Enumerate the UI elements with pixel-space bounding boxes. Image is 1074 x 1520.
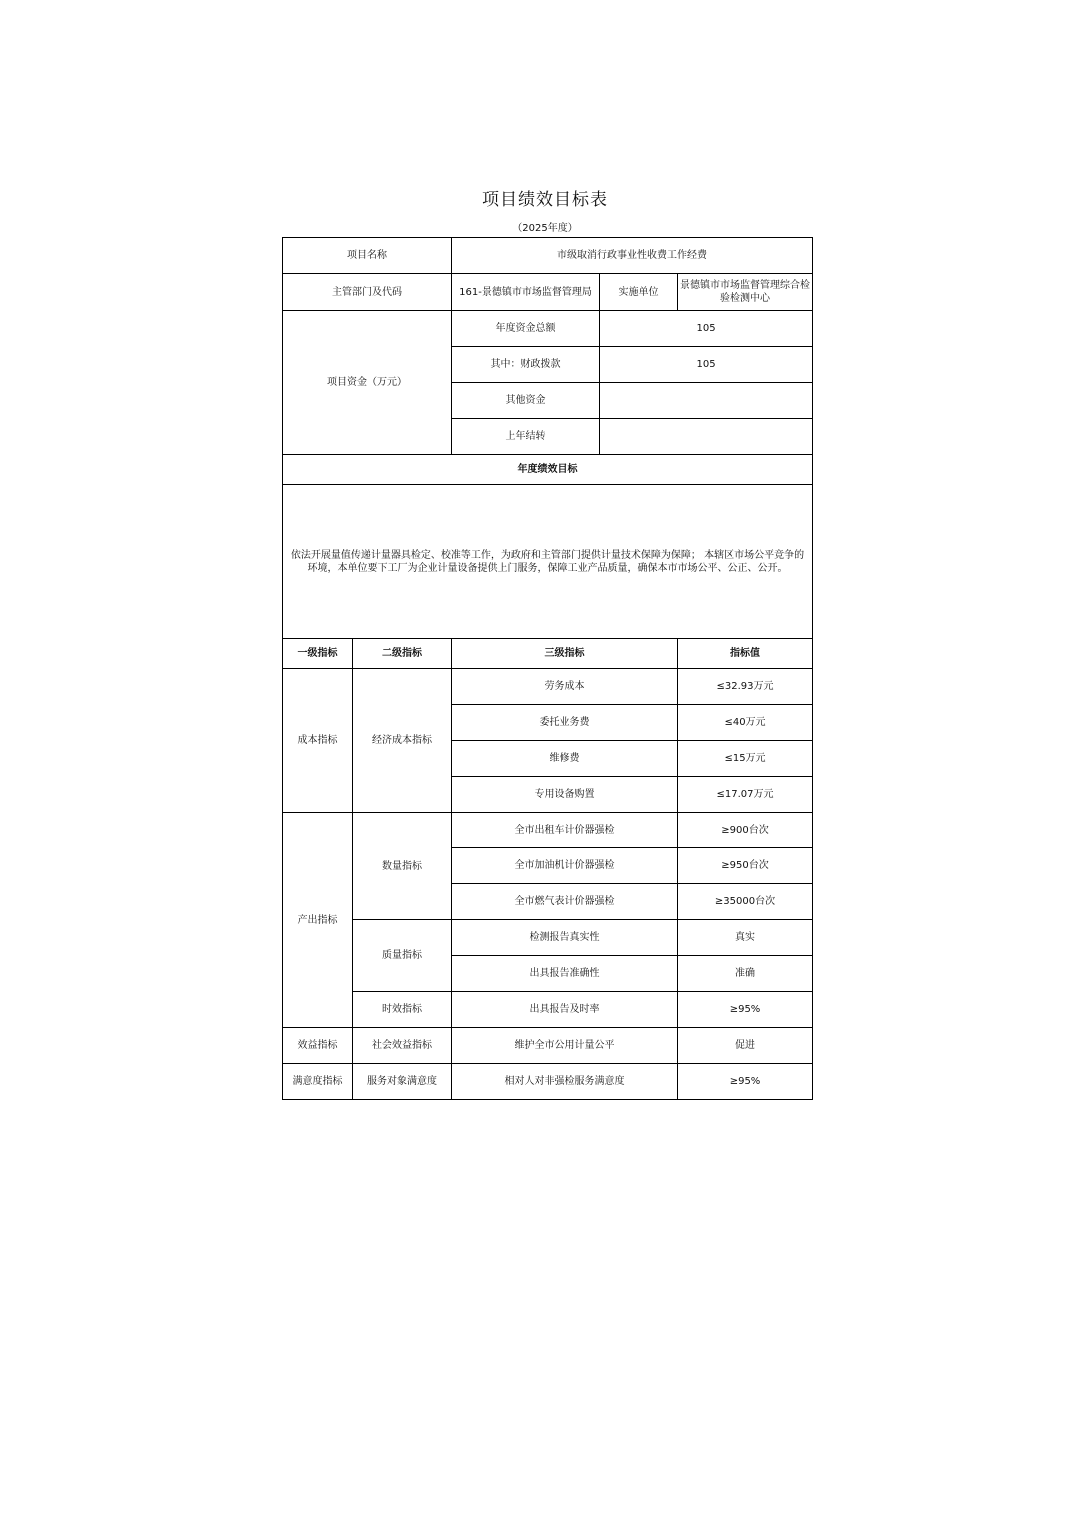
indicator-value: ≤15万元 [678, 741, 813, 777]
level2-timeliness: 时效指标 [353, 992, 452, 1028]
header-level3: 三级指标 [452, 639, 678, 669]
indicator-name: 维护全市公用计量公平 [452, 1028, 678, 1064]
indicator-value: ≥950台次 [678, 848, 813, 884]
indicator-row [283, 992, 813, 1028]
funds-row-value [600, 383, 813, 419]
level2-social-benefit: 社会效益指标 [353, 1028, 452, 1064]
level2-service-satisfaction: 服务对象满意度 [353, 1064, 452, 1100]
funds-row-value: 105 [600, 347, 813, 383]
indicator-name: 全市出租车计价器强检 [452, 813, 678, 848]
indicator-name: 检测报告真实性 [452, 920, 678, 956]
annual-goal-text-row [283, 485, 813, 639]
indicator-row [283, 813, 813, 848]
funds-row-value: 105 [600, 311, 813, 347]
header-value: 指标值 [678, 639, 813, 669]
implementing-unit-value: 景德镇市市场监督管理综合检验检测中心 [678, 274, 813, 311]
indicator-value: 促进 [678, 1028, 813, 1064]
indicator-name: 出具报告准确性 [452, 956, 678, 992]
annual-goal-text: 依法开展量值传递计量器具检定、校准等工作，为政府和主管部门提供计量技术保障为保障； 本辖区市场公平竞争的环境，本单位要下工厂为企业计量设备提供上门服务，保障工业产品质量，确保本市市场公平、公正、公开。 [283, 485, 813, 639]
annual-goal-heading: 年度绩效目标 [283, 455, 813, 485]
funds-row-label: 上年结转 [452, 419, 600, 455]
funds-row-label: 其他资金 [452, 383, 600, 419]
project-name-value: 市级取消行政事业性收费工作经费 [452, 238, 813, 274]
indicator-name: 委托业务费 [452, 705, 678, 741]
year-subtitle: （2025年度） [512, 223, 578, 234]
indicator-name: 相对人对非强检服务满意度 [452, 1064, 678, 1100]
indicator-row [283, 1064, 813, 1100]
implementing-unit-label: 实施单位 [600, 274, 678, 311]
indicator-value: ≥95% [678, 1064, 813, 1100]
level2-economic-cost: 经济成本指标 [353, 669, 452, 813]
indicator-name: 劳务成本 [452, 669, 678, 705]
level2-quantity: 数量指标 [353, 813, 452, 920]
project-funds-label: 项目资金（万元） [283, 311, 452, 455]
funds-row [283, 311, 813, 347]
annual-goal-heading-row [283, 455, 813, 485]
indicator-value: 准确 [678, 956, 813, 992]
funds-row-label: 年度资金总额 [452, 311, 600, 347]
performance-goal-table [282, 237, 813, 1100]
indicator-value: ≤40万元 [678, 705, 813, 741]
funds-row-value [600, 419, 813, 455]
header-level2: 二级指标 [353, 639, 452, 669]
indicator-name: 维修费 [452, 741, 678, 777]
indicator-name: 专用设备购置 [452, 777, 678, 813]
level1-output: 产出指标 [283, 813, 353, 1028]
project-name-row [283, 238, 813, 274]
funds-row-label: 其中：财政拨款 [452, 347, 600, 383]
level1-benefit: 效益指标 [283, 1028, 353, 1064]
indicator-row [283, 1028, 813, 1064]
indicator-name: 全市加油机计价器强检 [452, 848, 678, 884]
level1-satisfaction: 满意度指标 [283, 1064, 353, 1100]
department-row [283, 274, 813, 311]
indicator-row [283, 669, 813, 705]
indicator-value: ≥35000台次 [678, 884, 813, 920]
department-value: 161-景德镇市市场监督管理局 [452, 274, 600, 311]
department-label: 主管部门及代码 [283, 274, 452, 311]
indicator-value: ≥95% [678, 992, 813, 1028]
indicator-name: 出具报告及时率 [452, 992, 678, 1028]
indicator-header-row [283, 639, 813, 669]
level1-cost: 成本指标 [283, 669, 353, 813]
indicator-value: ≤17.07万元 [678, 777, 813, 813]
indicator-value: 真实 [678, 920, 813, 956]
indicator-value: ≤32.93万元 [678, 669, 813, 705]
project-name-label: 项目名称 [283, 238, 452, 274]
page-title: 项目绩效目标表 [482, 190, 608, 210]
indicator-name: 全市燃气表计价器强检 [452, 884, 678, 920]
indicator-value: ≥900台次 [678, 813, 813, 848]
header-level1: 一级指标 [283, 639, 353, 669]
level2-quality: 质量指标 [353, 920, 452, 992]
indicator-row [283, 920, 813, 956]
